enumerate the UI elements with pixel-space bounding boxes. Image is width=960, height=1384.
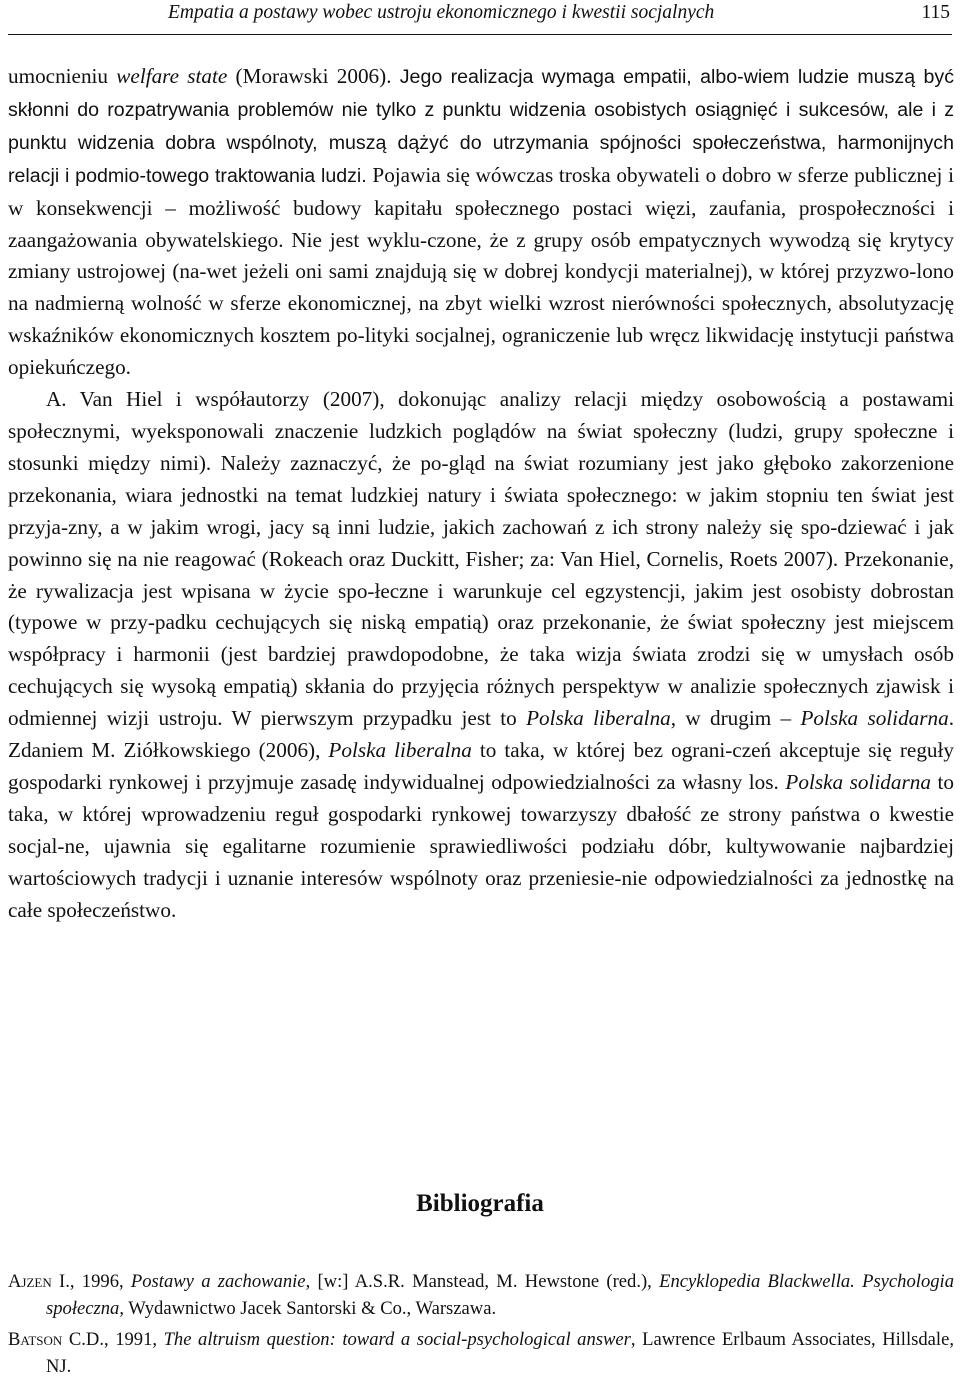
italic-term: welfare state <box>116 64 228 88</box>
text-run: . Zdaniem M. Ziółkowskiego (2006), <box>8 706 954 763</box>
running-title: Empatia a postawy wobec ustroju ekonomicznego i kwestii socjalnych <box>168 2 715 23</box>
italic-term: Polska liberalna <box>328 738 472 763</box>
paragraph-2 <box>8 384 954 926</box>
page-number: 115 <box>921 2 950 23</box>
bib-author: Batson C.D. <box>8 1329 104 1350</box>
text-run-sans: Jego realizacja wymaga empatii, albo-wiem ludzie muszą być skłonni do rozpatrywania problemów nie tylko z punktu widzenia osobistych osiągnięć i sukcesów, ale i z punktu widzenia dobra wspólnoty, muszą dążyć do utrzymania spójności społeczeństwa, harmonijnych relacji i podmio-towego traktowania ludzi. <box>8 66 954 187</box>
text-run: (Morawski 2006). <box>227 64 400 88</box>
running-header <box>8 0 952 35</box>
text-run: , 1991, <box>103 1329 164 1350</box>
bibliography-entry <box>8 1326 954 1380</box>
text-run: , Wydawnictwo Jacek Santorski & Co., Warszawa. <box>119 1298 497 1319</box>
italic-term: Polska solidarna <box>785 769 931 794</box>
bibliography-entry <box>8 1268 954 1322</box>
bib-container-title: Encyklopedia Blackwella. Psychologia społeczna <box>46 1271 954 1319</box>
bib-title: The altruism question: toward a social-psychological answer <box>163 1329 631 1350</box>
text-run: , 1996, <box>69 1271 131 1292</box>
italic-term: Polska liberalna <box>526 706 671 731</box>
bib-title: Postawy a zachowanie <box>130 1271 306 1292</box>
text-run: , w drugim – <box>670 706 801 731</box>
text-run: to taka, w której wprowadzeniu reguł gospodarki rynkowej towarzyszy dbałość ze strony państwa o kwestie socjal-ne, ujawnia się egalitarne rozumienie sprawiedliwości podziału dóbr, kultywowanie najbardziej wartościowych tradycji i uznanie interesów wspólnoty oraz przeniesie-nie odpowiedzialności za jednostkę na całe społeczeństwo. <box>8 769 955 922</box>
text-run: , Lawrence Erlbaum Associates, Hillsdale, NJ. <box>46 1329 954 1377</box>
bibliography-list <box>8 1268 954 1384</box>
paragraph-1 <box>8 61 954 384</box>
bib-author: Ajzen I. <box>8 1271 70 1292</box>
text-run: Pojawia się wówczas troska obywateli o dobro w sferze publicznej i w konsekwencji – możliwość budowy kapitału społecznego postaci więzi, zaufania, prospołeczności i zaangażowania obywatelskiego. Nie jest wyklu-czone, że z grupy osób empatycznych wywodzą się krytycy zmiany ustrojowej (na-wet jeżeli oni sami znajdują się w dobrej kondycji materialnej), w której przyzwo-lono na nadmierną wolność w sferze ekonomicznej, na zbyt wielki wzrost nierówności społecznych, absolutyzację wskaźników ekonomicznych kosztem po-lityki socjalnej, ograniczenie lub wręcz likwidację instytucji państwa opiekuńczego. <box>8 162 954 380</box>
text-run: , [w:] A.S.R. Manstead, M. Hewstone (red.), <box>305 1271 660 1292</box>
body-text <box>8 61 954 926</box>
text-run: to taka, w której bez ograni-czeń akceptuje się reguły gospodarki rynkowej i przyjmuje zasadę indywidualnej odpowiedzialności za własny los. <box>8 738 954 794</box>
text-run: umocnieniu <box>8 64 117 88</box>
text-run: A. Van Hiel i współautorzy (2007), dokonując analizy relacji między osobowością a postawami społecznymi, wyeksponowali znaczenie ludzkich poglądów na świat społeczny (ludzi, grupy społeczne i stosunki między nimi). Należy zaznaczyć, że po-gląd na świat rozumiany jest jako głęboko zakorzenione przekonania, wiara jednostki na temat ludzkiej natury i świata społecznego: w jakim stopniu ten świat jest przyja-zny, a w jakim wrogi, jacy są inni ludzie, jakich zachowań z ich strony należy się spo-dziewać i jak powinno się na nie reagować (Rokeach oraz Duckitt, Fisher; za: Van Hiel, Cornelis, Roets 2007). Przekonanie, że rywalizacja jest wpisana w życie spo-łeczne i warunkuje cel egzystencji, jakim jest osobisty dobrostan (typowe w przy-padku cechujących się niską empatią) oraz przekonanie, że świat społeczny jest miejscem współpracy i harmonii (jest bardziej prawdopodobne, że taka wizja świata zrodzi się w umysłach osób cechujących się wysoką empatią) skłania do przyjęcia różnych perspektyw w analizie społecznych zjawisk i odmiennej wizji ustroju. W pierwszym przypadku jest to <box>8 387 954 731</box>
bibliography-heading: Bibliografia <box>416 1190 544 1217</box>
italic-term: Polska solidarna <box>800 706 949 731</box>
